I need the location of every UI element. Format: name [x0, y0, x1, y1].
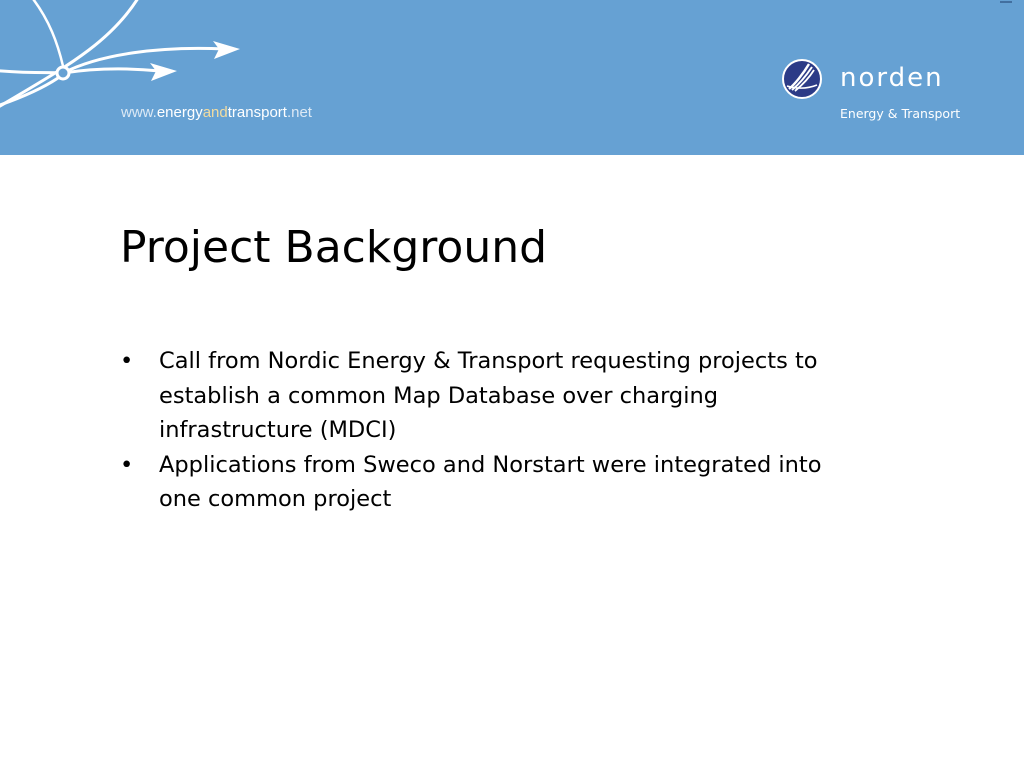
- url-and: and: [202, 104, 228, 121]
- bullet-dot: •: [120, 348, 134, 374]
- bullet-line: one common project: [159, 486, 392, 512]
- url-suffix: .net: [286, 104, 312, 121]
- norden-wordmark: norden: [840, 63, 944, 93]
- bullet-item: [120, 344, 920, 448]
- website-url[interactable]: [121, 104, 312, 121]
- bullet-line: Applications from Sweco and Norstart were integrated into: [159, 451, 822, 478]
- bullet-line: establish a common Map Database over charging: [159, 382, 719, 409]
- logo-subtitle: Energy & Transport: [840, 106, 961, 121]
- arrows-graphic-icon: [0, 0, 260, 155]
- corner-line-icon: [1000, 0, 1012, 4]
- bullet-line: Call from Nordic Energy & Transport requesting projects to: [159, 348, 818, 374]
- url-transport: transport: [227, 104, 287, 121]
- slide-title: Project Background: [120, 222, 548, 273]
- url-prefix: www.: [121, 104, 157, 121]
- bullet-list: [120, 344, 920, 517]
- norden-swan-icon: [781, 58, 823, 100]
- url-energy: energy: [156, 104, 203, 121]
- bullet-dot: •: [120, 451, 134, 478]
- bullet-line: infrastructure (MDCI): [159, 417, 397, 443]
- bullet-item: [120, 448, 920, 517]
- header-banner: [0, 0, 1024, 155]
